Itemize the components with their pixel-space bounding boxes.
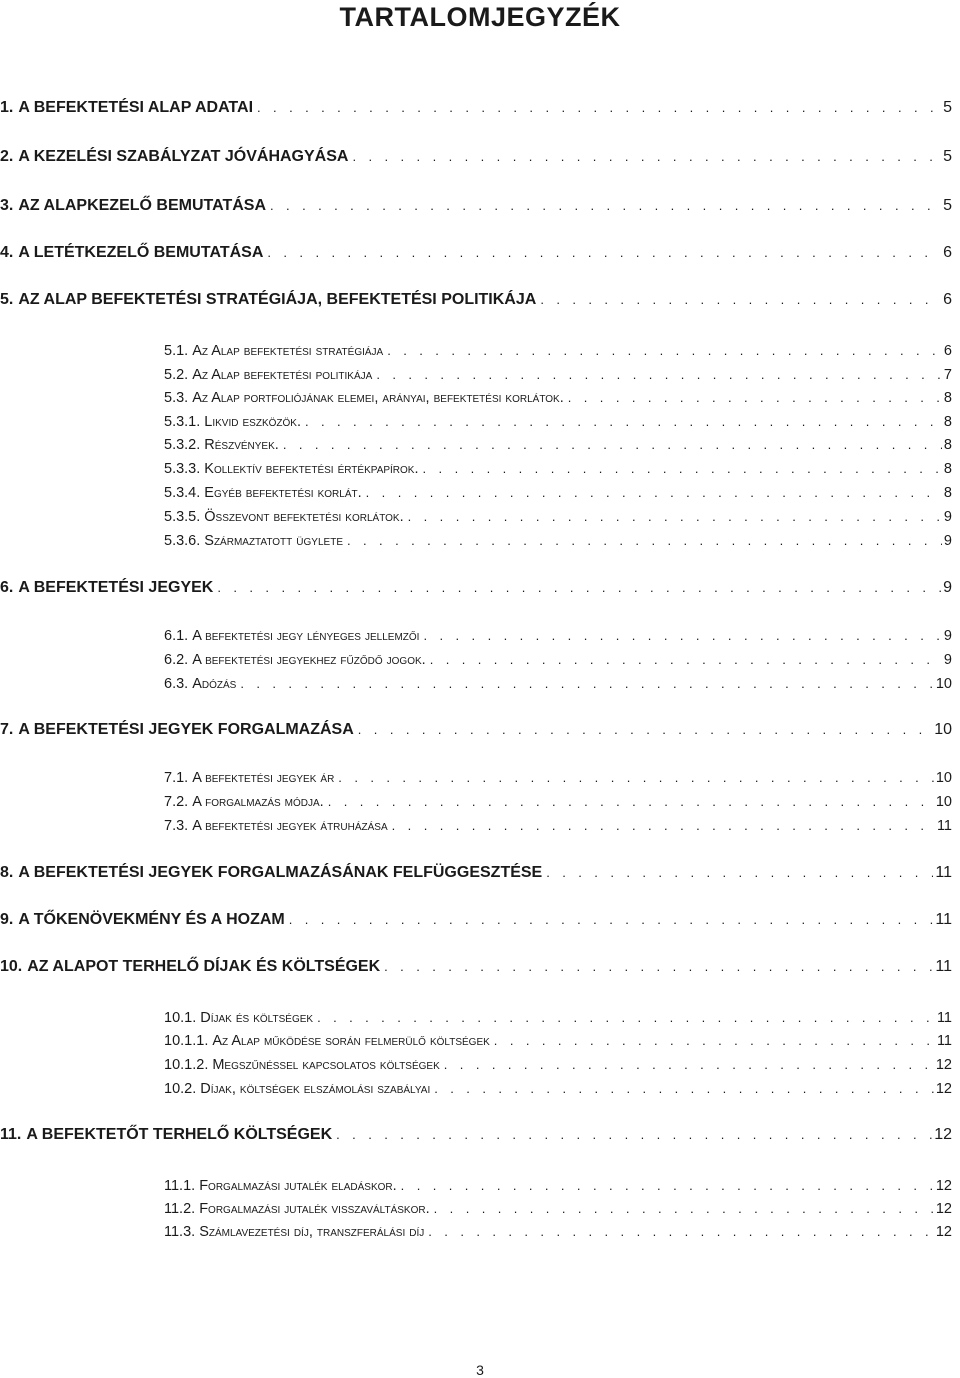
toc-entry-number: 8.: [0, 864, 14, 881]
toc-section-entry[interactable]: [164, 652, 952, 668]
toc-entry-title: AZ ALAPOT TERHELŐ DÍJAK ÉS KÖLTSÉGEK: [27, 958, 381, 975]
toc-chapter-entry[interactable]: [0, 148, 952, 166]
toc-entry-number: 5.3.1.: [164, 414, 201, 430]
toc-entry-page: 11: [936, 1033, 952, 1049]
toc-section-entry[interactable]: [164, 390, 952, 406]
toc-entry-page: 9: [943, 533, 952, 549]
toc-chapter-entry[interactable]: [0, 958, 952, 976]
toc-entry-title: AZ ALAPKEZELŐ BEMUTATÁSA: [18, 197, 267, 214]
toc-entry-page: 9: [943, 652, 952, 668]
toc-section-entry[interactable]: [164, 628, 952, 644]
toc-entry-title: A TŐKENÖVEKMÉNY ÉS A HOZAM: [18, 911, 285, 928]
dot-leader: [336, 1127, 932, 1142]
toc-entry-title: A KEZELÉSI SZABÁLYZAT JÓVÁHAGYÁSA: [18, 148, 349, 165]
toc-entry-number: 3.: [0, 197, 14, 214]
toc-entry-title: A BEFEKTETÉSI ALAP ADATAI: [18, 99, 254, 116]
toc-entry-title: Részvények.: [204, 437, 279, 453]
toc-entry-title: Származtatott ügylete: [204, 533, 343, 549]
toc-entry-page: 10: [935, 770, 952, 786]
toc-entry-number: 9.: [0, 911, 14, 928]
toc-entry-page: 10: [935, 676, 952, 692]
toc-entry-number: 11.2.: [164, 1201, 196, 1217]
toc-entry-title: A forgalmazás módja.: [192, 794, 324, 810]
toc-section-entry[interactable]: [164, 367, 952, 383]
dot-leader: [494, 1033, 935, 1048]
toc-chapter-entry[interactable]: [0, 864, 952, 882]
dot-leader: [328, 794, 934, 809]
toc-entry-number: 5.1.: [164, 343, 189, 359]
toc-entry-page: 5: [943, 99, 952, 116]
toc-section-entry[interactable]: [164, 770, 952, 786]
toc-entry-page: 8: [943, 390, 952, 406]
toc-entry-number: 7.: [0, 721, 14, 738]
toc-entry-number: 5.3.5.: [164, 509, 201, 525]
toc-section-entry[interactable]: [164, 794, 952, 810]
toc-chapter-entry[interactable]: [0, 579, 952, 597]
toc-entry-title: Díjak és költségek: [200, 1010, 314, 1026]
toc-entry-number: 5.3.6.: [164, 533, 201, 549]
toc-entry-page: 7: [943, 367, 952, 383]
toc-entry-number: 5.2.: [164, 367, 189, 383]
toc-entry-title: A befektetési jegyek átruházása: [192, 818, 388, 834]
dot-leader: [423, 461, 942, 476]
toc-section-entry[interactable]: [164, 509, 952, 525]
toc-section-entry[interactable]: [164, 461, 952, 477]
dot-leader: [358, 722, 932, 737]
toc-entry-title: Az Alap portfoliójának elemei, arányai, befektetési korlátok.: [192, 390, 564, 406]
toc-entry-title: Összevont befektetési korlátok.: [204, 509, 404, 525]
toc-entry-page: 10: [934, 721, 952, 738]
dot-leader: [430, 652, 942, 667]
toc-entry-title: Díjak, költségek elszámolási szabályai: [200, 1081, 431, 1097]
toc-entry-number: 5.: [0, 291, 14, 308]
toc-entry-title: A LETÉTKEZELŐ BEMUTATÁSA: [18, 244, 264, 261]
toc-entry-title: A BEFEKTETÉSI JEGYEK FORGALMAZÁSÁNAK FELFÜGGESZTÉSE: [18, 864, 543, 881]
toc-entry-title: Az Alap befektetési stratégiája: [192, 343, 384, 359]
toc-entry-number: 7.1.: [164, 770, 189, 786]
toc-entry-number: 11.: [0, 1126, 22, 1143]
dot-leader: [270, 198, 941, 213]
dot-leader: [392, 818, 935, 833]
dot-leader: [267, 245, 941, 260]
toc-entry-number: 4.: [0, 244, 14, 261]
dot-leader: [347, 533, 942, 548]
toc-entry-page: 8: [943, 414, 952, 430]
toc-entry-title: Forgalmazási jutalék visszaváltáskor.: [199, 1201, 430, 1217]
toc-entry-title: Az Alap befektetési politikája: [192, 367, 373, 383]
toc-section-entry[interactable]: [164, 1224, 952, 1240]
toc-entry-number: 5.3.3.: [164, 461, 201, 477]
toc-entry-page: 5: [943, 148, 952, 165]
toc-entry-title: Megszűnéssel kapcsolatos költségek: [212, 1057, 440, 1073]
toc-entry-title: Az Alap működése során felmerülő költségek: [212, 1033, 490, 1049]
toc-entry-page: 6: [943, 291, 952, 308]
toc-entry-page: 11: [935, 864, 952, 881]
dot-leader: [240, 676, 934, 691]
dot-leader: [217, 580, 941, 595]
toc-entry-number: 11.1.: [164, 1178, 196, 1194]
toc-section-entry[interactable]: [164, 437, 952, 453]
toc-entry-number: 5.3.: [164, 390, 189, 406]
toc-entry-page: 12: [935, 1201, 952, 1217]
toc-entry-title: A befektetési jegyek ár: [192, 770, 335, 786]
dot-leader: [376, 367, 942, 382]
dot-leader: [384, 959, 933, 974]
toc-entry-page: 12: [935, 1178, 952, 1194]
toc-entry-number: 10.1.: [164, 1010, 197, 1026]
toc-entry-number: 10.1.1.: [164, 1033, 209, 1049]
dot-leader: [568, 390, 942, 405]
toc-entry-title: Egyéb befektetési korlát.: [204, 485, 362, 501]
page-title: TARTALOMJEGYZÉK: [339, 2, 621, 32]
toc-entry-number: 11.3.: [164, 1224, 196, 1240]
toc-section-entry[interactable]: [164, 414, 952, 430]
toc-section-entry[interactable]: [164, 1057, 952, 1073]
toc-entry-title: AZ ALAP BEFEKTETÉSI STRATÉGIÁJA, BEFEKTETÉSI POLITIKÁJA: [18, 291, 537, 308]
toc-entry-page: 8: [943, 461, 952, 477]
toc-entry-page: 6: [943, 244, 952, 261]
toc-chapter-entry[interactable]: [0, 721, 952, 739]
toc-entry-title: A BEFEKTETÉSI JEGYEK: [18, 579, 214, 596]
toc-chapter-entry[interactable]: [0, 1126, 952, 1144]
toc-entry-page: 12: [934, 1126, 952, 1143]
dot-leader: [408, 509, 942, 524]
toc-entry-page: 11: [935, 958, 952, 975]
dot-leader: [366, 485, 942, 500]
toc-entry-number: 6.1.: [164, 628, 189, 644]
dot-leader: [305, 414, 942, 429]
toc-entry-number: 2.: [0, 148, 14, 165]
dot-leader: [546, 865, 933, 880]
toc-entry-title: Forgalmazási jutalék eladáskor.: [199, 1178, 397, 1194]
toc-entry-title: Kollektív befektetési értékpapírok.: [204, 461, 419, 477]
toc-entry-page: 9: [943, 579, 952, 596]
dot-leader: [387, 343, 942, 358]
toc-entry-number: 6.3.: [164, 676, 189, 692]
dot-leader: [423, 628, 941, 643]
toc-entry-page: 12: [935, 1081, 952, 1097]
dot-leader: [428, 1224, 934, 1239]
toc-entry-number: 7.2.: [164, 794, 189, 810]
toc-section-entry[interactable]: [164, 1081, 952, 1097]
toc-entry-page: 11: [936, 1010, 952, 1026]
toc-section-entry[interactable]: [164, 818, 952, 834]
toc-entry-title: A BEFEKTETÉSI JEGYEK FORGALMAZÁSA: [18, 721, 354, 738]
toc-chapter-entry[interactable]: [0, 197, 952, 215]
toc-entry-title: Likvid eszközök.: [204, 414, 301, 430]
toc-section-entry[interactable]: [164, 1033, 952, 1049]
toc-entry-page: 12: [935, 1057, 952, 1073]
toc-entry-number: 7.3.: [164, 818, 189, 834]
dot-leader: [338, 770, 934, 785]
toc-entry-page: 10: [935, 794, 952, 810]
toc-entry-page: 9: [943, 509, 952, 525]
dot-leader: [289, 912, 934, 927]
toc-entry-number: 10.: [0, 958, 23, 975]
page-number: 3: [476, 1362, 484, 1378]
toc-entry-title: Adózás: [192, 676, 237, 692]
toc-entry-page: 6: [943, 343, 952, 359]
toc-entry-number: 6.: [0, 579, 14, 596]
toc-section-entry[interactable]: [164, 533, 952, 549]
toc-section-entry[interactable]: [164, 676, 952, 692]
toc-section-entry[interactable]: [164, 1010, 952, 1026]
toc-chapter-entry[interactable]: [0, 911, 952, 929]
toc-entry-number: 5.3.2.: [164, 437, 201, 453]
toc-section-entry[interactable]: [164, 485, 952, 501]
toc-entry-number: 5.3.4.: [164, 485, 201, 501]
dot-leader: [434, 1201, 934, 1216]
toc-entry-title: A befektetési jegy lényeges jellemzői: [192, 628, 420, 644]
toc-entry-number: 10.1.2.: [164, 1057, 209, 1073]
toc-entry-page: 8: [943, 437, 952, 453]
toc-entry-page: 5: [943, 197, 952, 214]
toc-entry-number: 1.: [0, 99, 14, 116]
toc-entry-page: 12: [935, 1224, 952, 1240]
toc-entry-page: 9: [943, 628, 952, 644]
toc-chapter-entry[interactable]: [0, 99, 952, 117]
toc-chapter-entry[interactable]: [0, 244, 952, 262]
dot-leader: [317, 1010, 935, 1025]
toc-entry-title: A befektetési jegyekhez fűződő jogok.: [192, 652, 426, 668]
toc-section-entry[interactable]: [164, 1178, 952, 1194]
toc-chapter-entry[interactable]: [0, 291, 952, 309]
toc-entry-page: 8: [943, 485, 952, 501]
toc-entry-number: 6.2.: [164, 652, 189, 668]
toc-entry-page: 11: [936, 818, 952, 834]
dot-leader: [444, 1057, 934, 1072]
dot-leader: [283, 437, 942, 452]
toc-entry-page: 11: [935, 911, 952, 928]
toc-entry-title: A BEFEKTETŐT TERHELŐ KÖLTSÉGEK: [26, 1126, 333, 1143]
dot-leader: [352, 149, 941, 164]
toc-section-entry[interactable]: [164, 1201, 952, 1217]
dot-leader: [434, 1081, 934, 1096]
dot-leader: [257, 100, 941, 115]
toc-entry-number: 10.2.: [164, 1081, 197, 1097]
dot-leader: [401, 1178, 934, 1193]
toc-entry-title: Számlavezetési díj, transzferálási díj: [199, 1224, 425, 1240]
toc-section-entry[interactable]: [164, 343, 952, 359]
dot-leader: [540, 292, 941, 307]
